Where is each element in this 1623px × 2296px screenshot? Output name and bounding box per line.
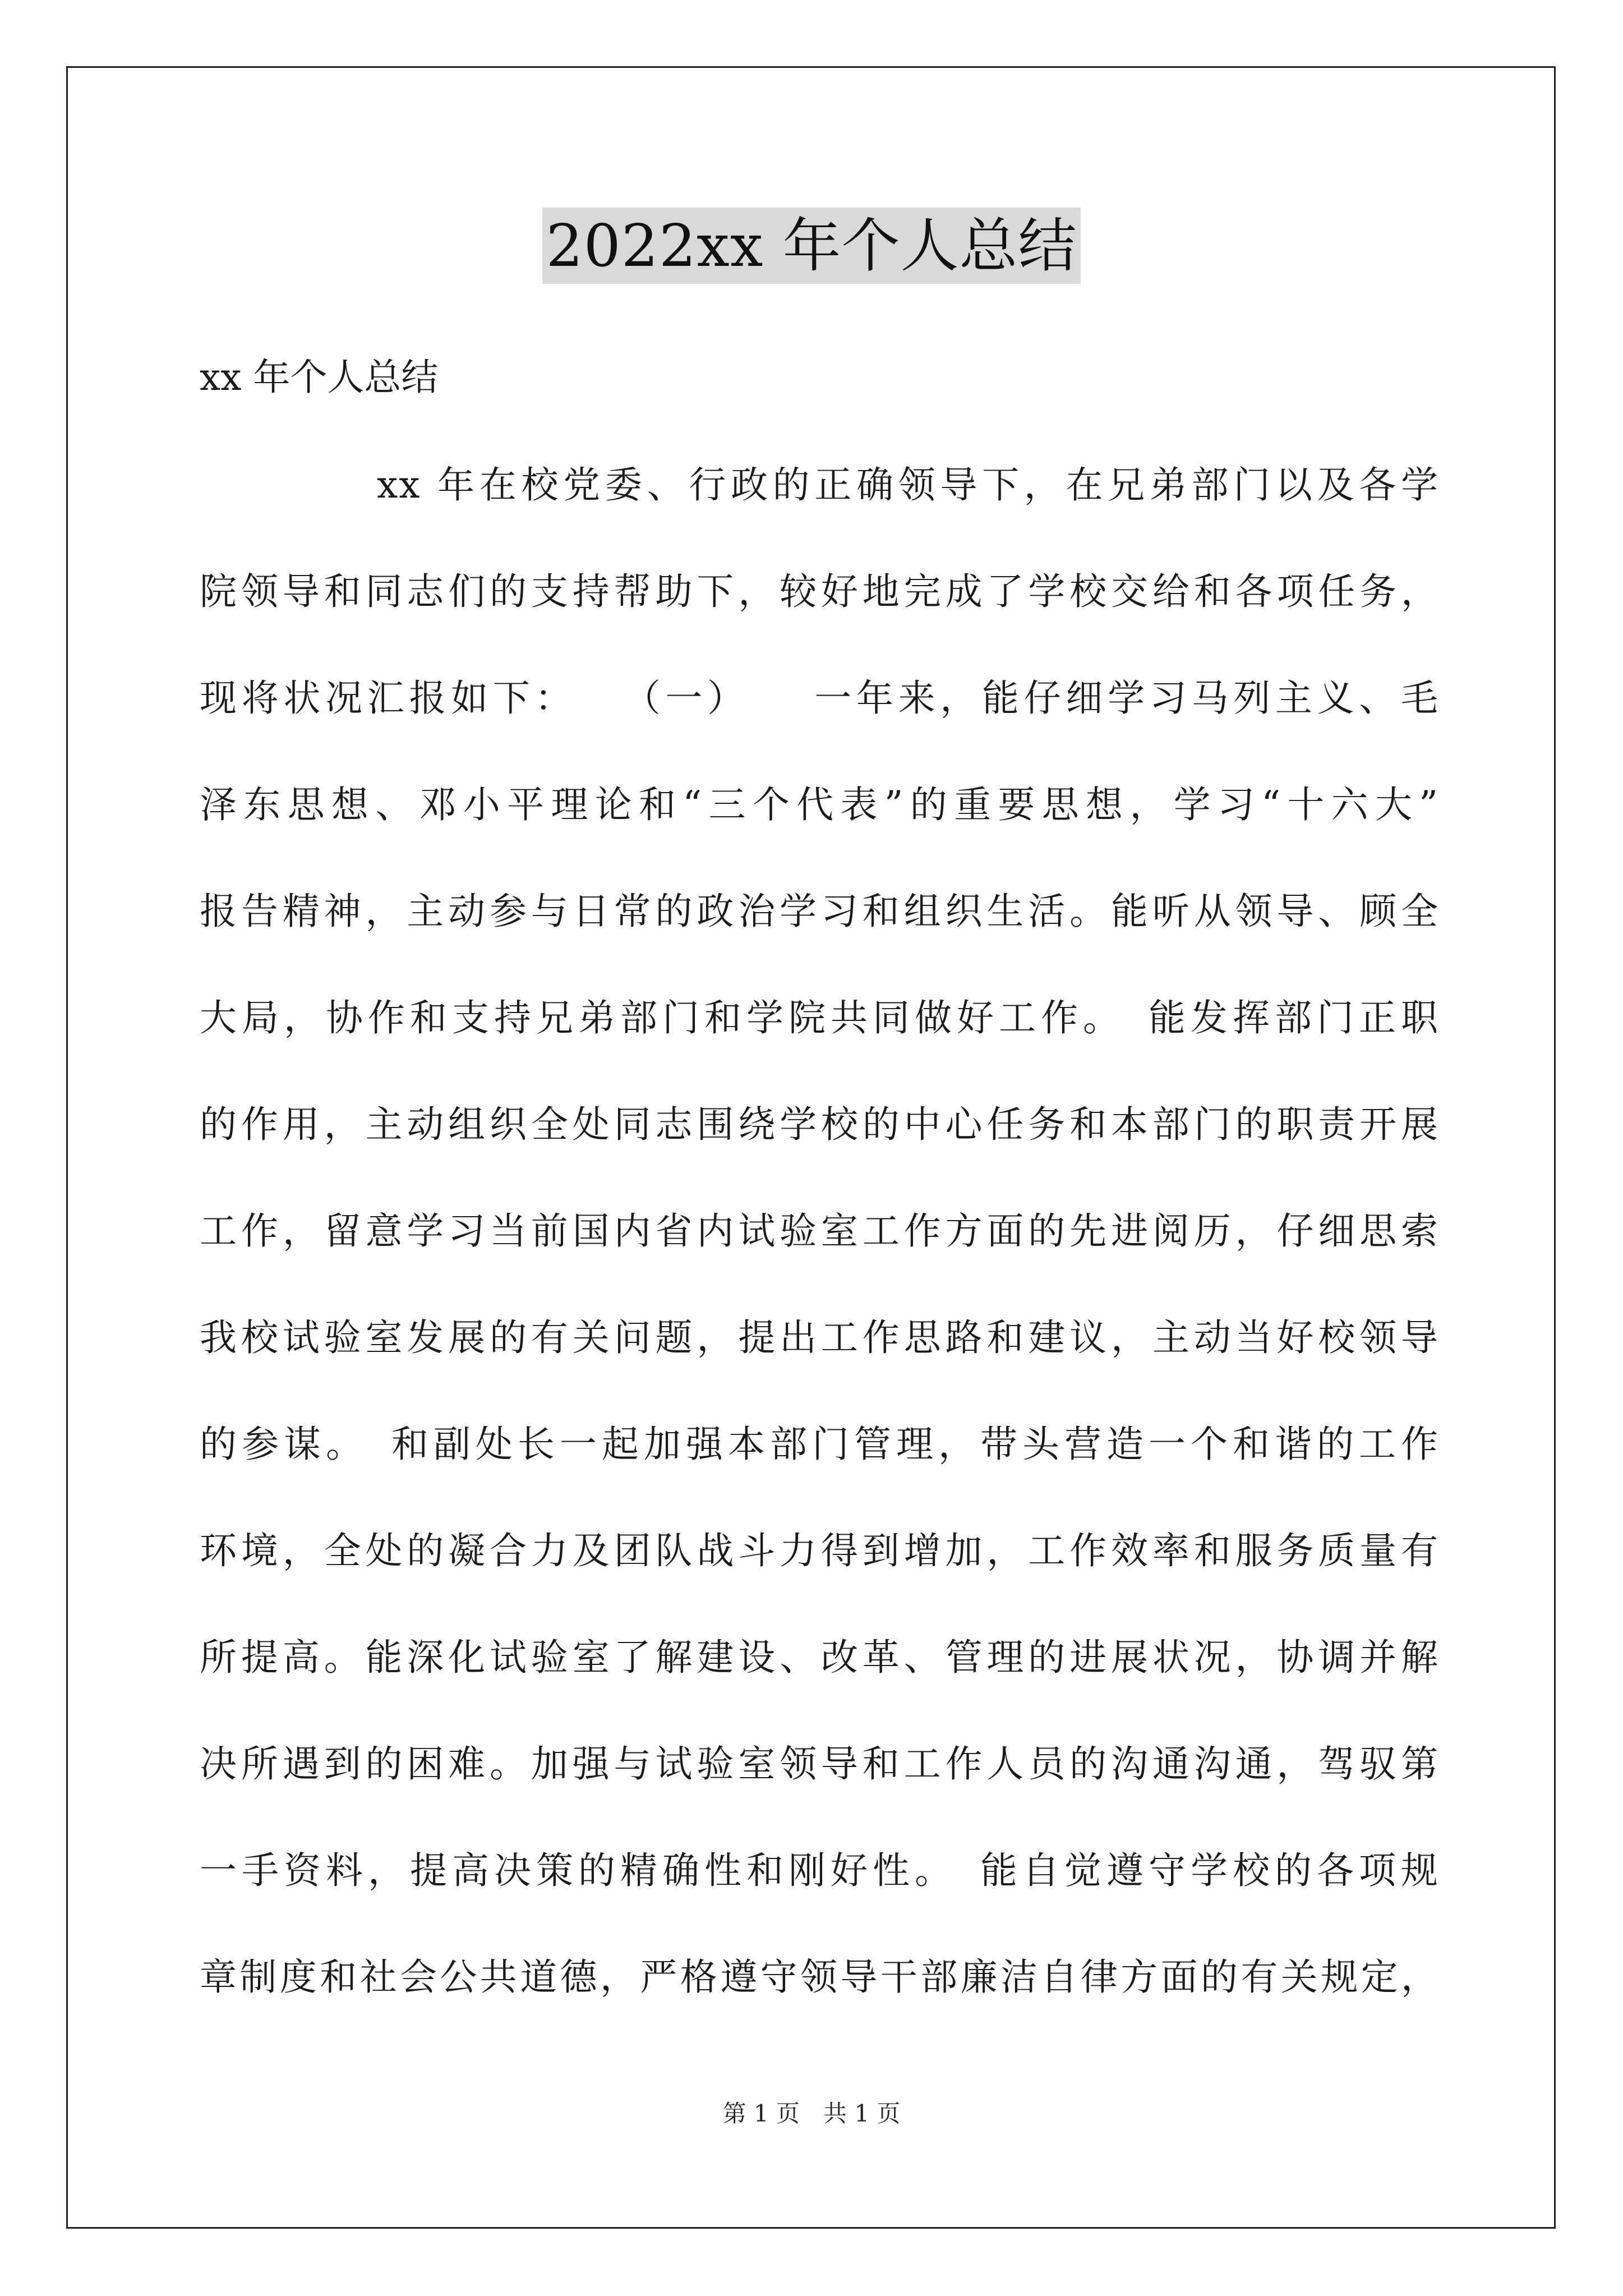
body-line: 我校试验室发展的有关问题，提出工作思路和建议，主动当好校领导 — [200, 1316, 1439, 1359]
body-line: 院领导和同志们的支持帮助下，较好地完成了学校交给和各项任务， — [200, 570, 1439, 613]
body-line: 一手资料，提高决策的精确性和刚好性。 能自觉遵守学校的各项规 — [200, 1849, 1439, 1892]
body-line: 大局，协作和支持兄弟部门和学院共同做好工作。 能发挥部门正职 — [200, 996, 1439, 1039]
title-container — [0, 208, 1623, 284]
document-title: 2022xx 年个人总结 — [542, 208, 1080, 284]
body-line: 工作，留意学习当前国内省内试验室工作方面的先进阅历，仔细思索 — [200, 1209, 1439, 1253]
document-body — [200, 460, 1439, 2059]
body-line: 泽东思想、邓小平理论和“三个代表”的重要思想，学习“十六大” — [200, 783, 1439, 826]
body-line: 的作用，主动组织全处同志围绕学校的中心任务和本部门的职责开展 — [200, 1103, 1439, 1146]
document-subtitle: xx 年个人总结 — [200, 356, 439, 399]
body-line: 所提高。能深化试验室了解建设、改革、管理的进展状况，协调并解 — [200, 1636, 1439, 1679]
body-line: 章制度和社会公共道德，严格遵守领导干部廉洁自律方面的有关规定， — [200, 1955, 1439, 1999]
page-footer: 第 1 页 共 1 页 — [722, 2100, 901, 2127]
body-line: 决所遇到的困难。加强与试验室领导和工作人员的沟通沟通，驾驭第 — [200, 1742, 1439, 1786]
body-line: 报告精神，主动参与日常的政治学习和组织生活。能听从领导、顾全 — [200, 890, 1439, 933]
body-line: xx 年在校党委、行政的正确领导下，在兄弟部门以及各学 — [377, 463, 1439, 507]
body-line: 现将状况汇报如下： （一） 一年来，能仔细学习马列主义、毛 — [200, 677, 1439, 720]
body-line: 环境，全处的凝合力及团队战斗力得到增加，工作效率和服务质量有 — [200, 1529, 1439, 1572]
body-line: 的参谋。 和副处长一起加强本部门管理，带头营造一个和谐的工作 — [200, 1423, 1439, 1466]
